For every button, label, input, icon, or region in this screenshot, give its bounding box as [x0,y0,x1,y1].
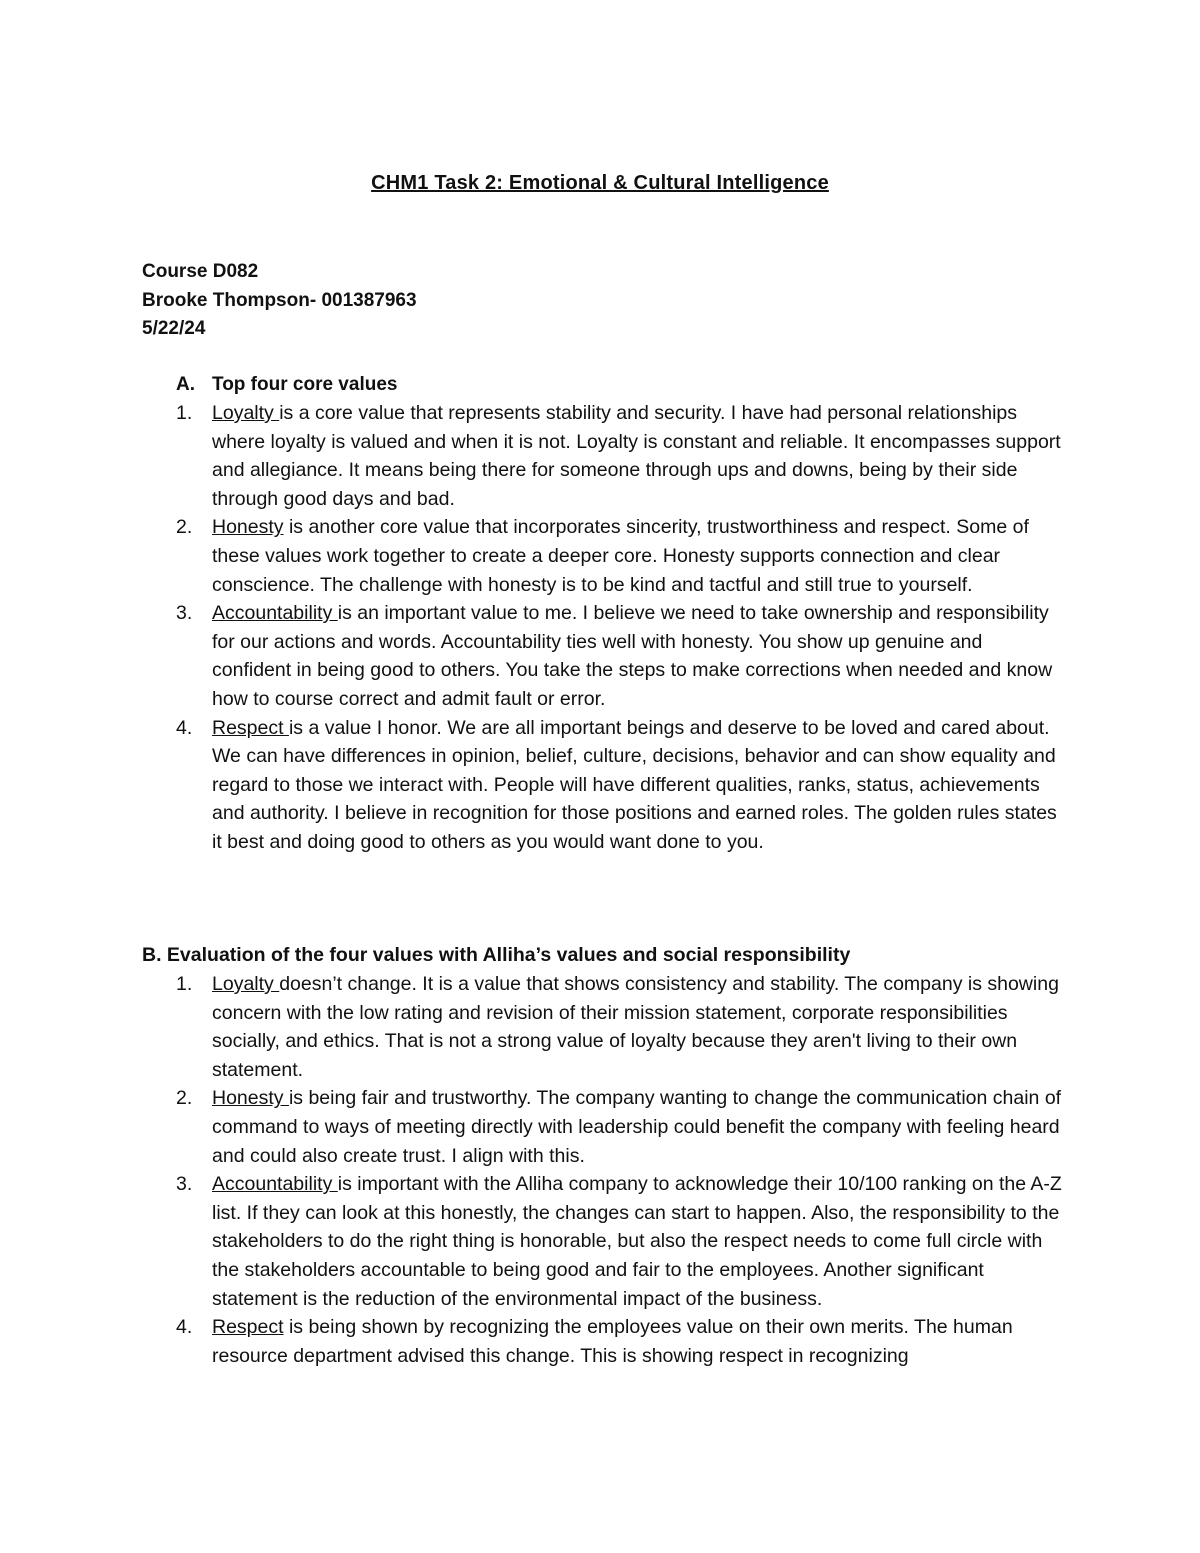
list-item [176,399,1066,513]
document-header [142,258,417,344]
list-number: 4. [176,716,193,739]
list-number: 2. [176,1087,193,1110]
value-keyword: Accountability [212,1173,338,1196]
value-description: is an important value to me. I believe we need to take ownership and responsibility for our actions and words. Accountability ties well with honesty. You show up genuine and confident in being good to others. You take the steps to make corrections when needed and know how to course correct and admit fault or error. [212,602,1053,710]
value-description: is being fair and trustworthy. The company wanting to change the communication chain of command to ways of meeting directly with leadership could benefit the company with feeling heard and could also create trust. I align with this. [212,1087,1062,1167]
evaluation-list [176,970,1066,1370]
value-description: is being shown by recognizing the employees value on their own merits. The human resource department advised this change. This is showing respect in recognizing [212,1316,1013,1367]
list-item [176,513,1066,599]
course-label: Course D082 [142,261,259,282]
value-keyword: Loyalty [212,973,280,995]
list-number: 1. [176,973,193,995]
list-item [176,714,1066,857]
list-number: 3. [176,1173,193,1196]
list-item [176,599,1066,713]
value-keyword: Loyalty [212,402,280,424]
section-a-heading [176,371,397,400]
value-description: is a value I honor. We are all important beings and deserve to be loved and cared about. We can have differences in opinion, belief, culture, decisions, behavior and can show equality and regard to those we interact with. People will have different qualities, ranks, status, achievements and authority. I believe in recognition for those positions and earned roles. The golden rules states it best and doing good to others as you would want done to you. [212,716,1057,853]
section-a-marker: A. [176,374,195,395]
value-keyword: Respect [212,716,289,739]
list-number: 2. [176,516,193,539]
list-item [176,1084,1066,1170]
list-number: 3. [176,602,193,625]
author-line: Brooke Thompson- 001387963 [142,289,417,311]
value-description: doesn’t change. It is a value that shows consistency and stability. The company is showing concern with the low rating and revision of their mission statement, corporate responsibilities socially, and ethics. That is not a strong value of loyalty because they aren't living to their own statement. [212,973,1059,1081]
list-item [176,970,1066,1084]
value-keyword: Accountability [212,602,338,625]
section-b-heading: B. Evaluation of the four values with Alliha’s values and social responsibility [142,944,851,966]
list-item [176,1170,1066,1313]
value-description: is important with the Alliha company to acknowledge their 10/100 ranking on the A-Z list. If they can look at this honestly, the changes can start to happen. Also, the responsibility to the stakeholders to do the right thing is honorable, but also the respect needs to come full circle with the stakeholders accountable to being good and fair to the employees. Another significant statement is the reduction of the environmental impact of the business. [212,1173,1062,1310]
value-description: is another core value that incorporates sincerity, trustworthiness and respect. Some of these values work together to create a deeper core. Honesty supports connection and clear conscience. The challenge with honesty is to be kind and tactful and still true to yourself. [212,516,1029,596]
list-item [176,1313,1066,1370]
date-line: 5/22/24 [142,318,206,340]
value-keyword: Honesty [212,1087,289,1110]
section-a-title: Top four core values [212,374,398,395]
value-keyword: Respect [212,1316,284,1339]
core-values-list [176,399,1066,857]
list-number: 1. [176,402,193,424]
value-description: is a core value that represents stability and security. I have had personal relationships where loyalty is valued and when it is not. Loyalty is constant and reliable. It encompasses support and allegiance. It means being there for someone through ups and downs, being by their side through good days and bad. [212,402,1061,510]
document-title: CHM1 Task 2: Emotional & Cultural Intelligence [371,172,829,194]
list-number: 4. [176,1316,193,1339]
value-keyword: Honesty [212,516,284,539]
